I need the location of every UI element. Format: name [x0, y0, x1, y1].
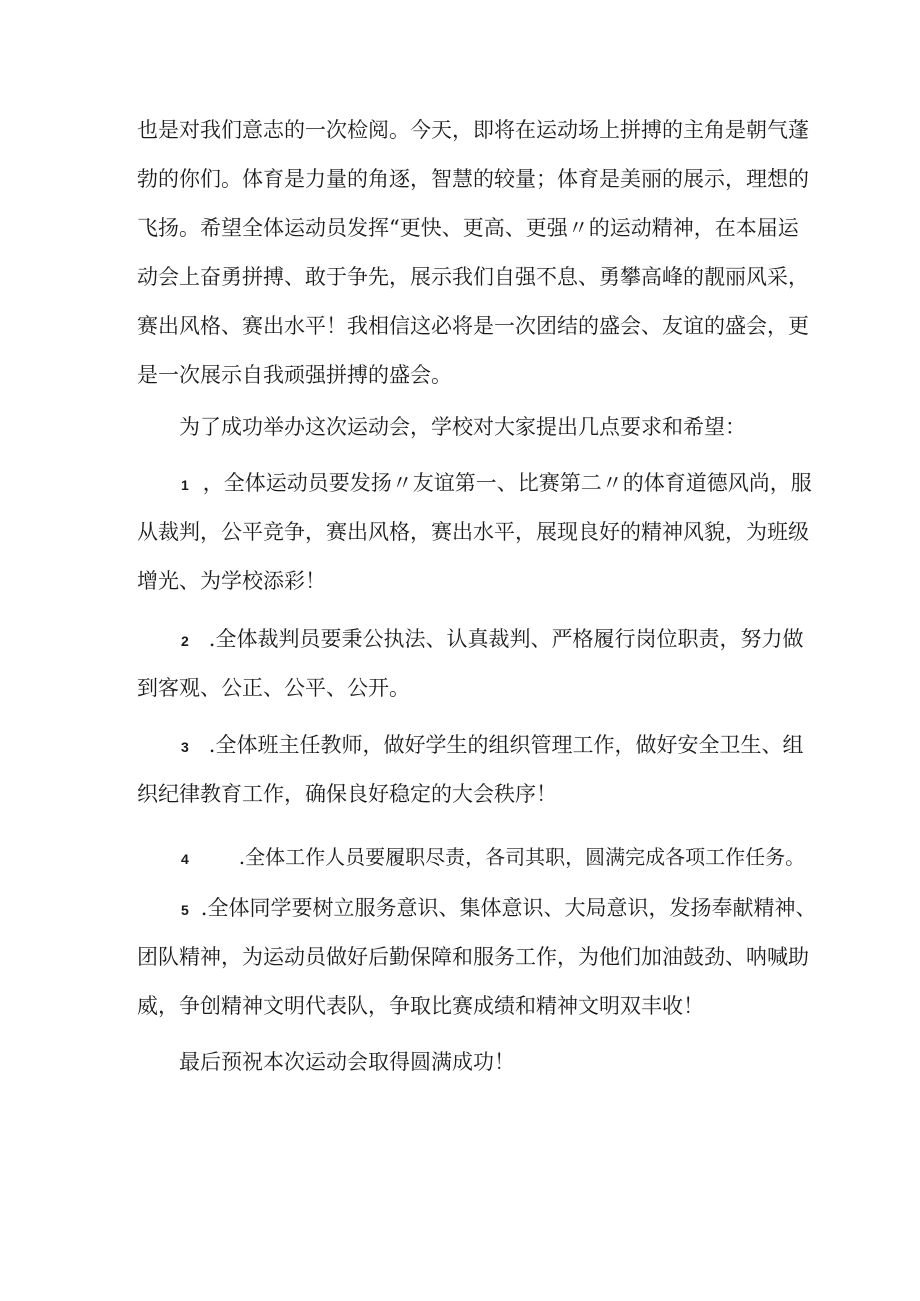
paragraph-line: 也是对我们意志的一次检阅。今天，即将在运动场上拼搏的主角是朝气蓬: [137, 118, 809, 142]
paragraph-line: 飞扬。希望全体运动员发挥“更快、更高、更强〃的运动精神，在本届运: [137, 216, 799, 240]
list-item-number: 3: [181, 739, 189, 755]
list-item-line: [181, 468, 812, 500]
paragraph-line: 最后预祝本次运动会取得圆满成功！: [179, 1050, 515, 1074]
list-item-number: 4: [181, 851, 189, 867]
list-item-line: [181, 730, 803, 762]
list-item-line: 从裁判，公平竞争，赛出风格，赛出水平，展现良好的精神风貌，为班级: [137, 520, 809, 544]
paragraph-line: 是一次展示自我顽强拼搏的盛会。: [137, 363, 452, 387]
list-item-line: [181, 624, 803, 656]
list-item-number: 5: [181, 902, 189, 918]
list-item-line: 到客观、公正、公平、公开。: [137, 676, 410, 700]
list-item-number: 2: [181, 633, 189, 649]
list-item-line: 团队精神，为运动员做好后勤保障和服务工作，为他们加油鼓劲、呐喊助: [137, 945, 809, 969]
list-item-line: [181, 893, 816, 925]
paragraph-line: 赛出风格、赛出水平！我相信这必将是一次团结的盛会、友谊的盛会，更: [137, 314, 809, 338]
list-item-line: 织纪律教育工作，确保良好稳定的大会秩序！: [137, 782, 557, 806]
paragraph-line: 为了成功举办这次运动会，学校对大家提出几点要求和希望：: [179, 415, 746, 439]
list-item-text: .全体班主任教师，做好学生的组织管理工作，做好安全卫生、组: [208, 733, 804, 757]
list-item-number: 1: [181, 477, 189, 493]
paragraph-line: 动会上奋勇拼搏、敢于争先，展示我们自强不息、勇攀高峰的靓丽风采，: [137, 265, 809, 289]
list-item-text: .全体裁判员要秉公执法、认真裁判、严格履行岗位职责，努力做: [208, 627, 804, 651]
list-item-text: ，全体运动员要发扬〃友谊第一、比赛第二〃的体育道德风尚，服: [202, 471, 812, 495]
list-item-line: 威，争创精神文明代表队，争取比赛成绩和精神文明双丰收！: [137, 994, 704, 1018]
list-item-line: [181, 842, 805, 874]
list-item-line: 增光、为学校添彩！: [137, 569, 326, 593]
list-item-text: .全体同学要树立服务意识、集体意识、大局意识，发扬奉献精神、: [200, 896, 817, 920]
list-item-text: .全体工作人员要履职尽责，各司其职，圆满完成各项工作任务。: [238, 845, 806, 869]
paragraph-line: 勃的你们。体育是力量的角逐，智慧的较量；体育是美丽的展示，理想的: [137, 167, 809, 191]
